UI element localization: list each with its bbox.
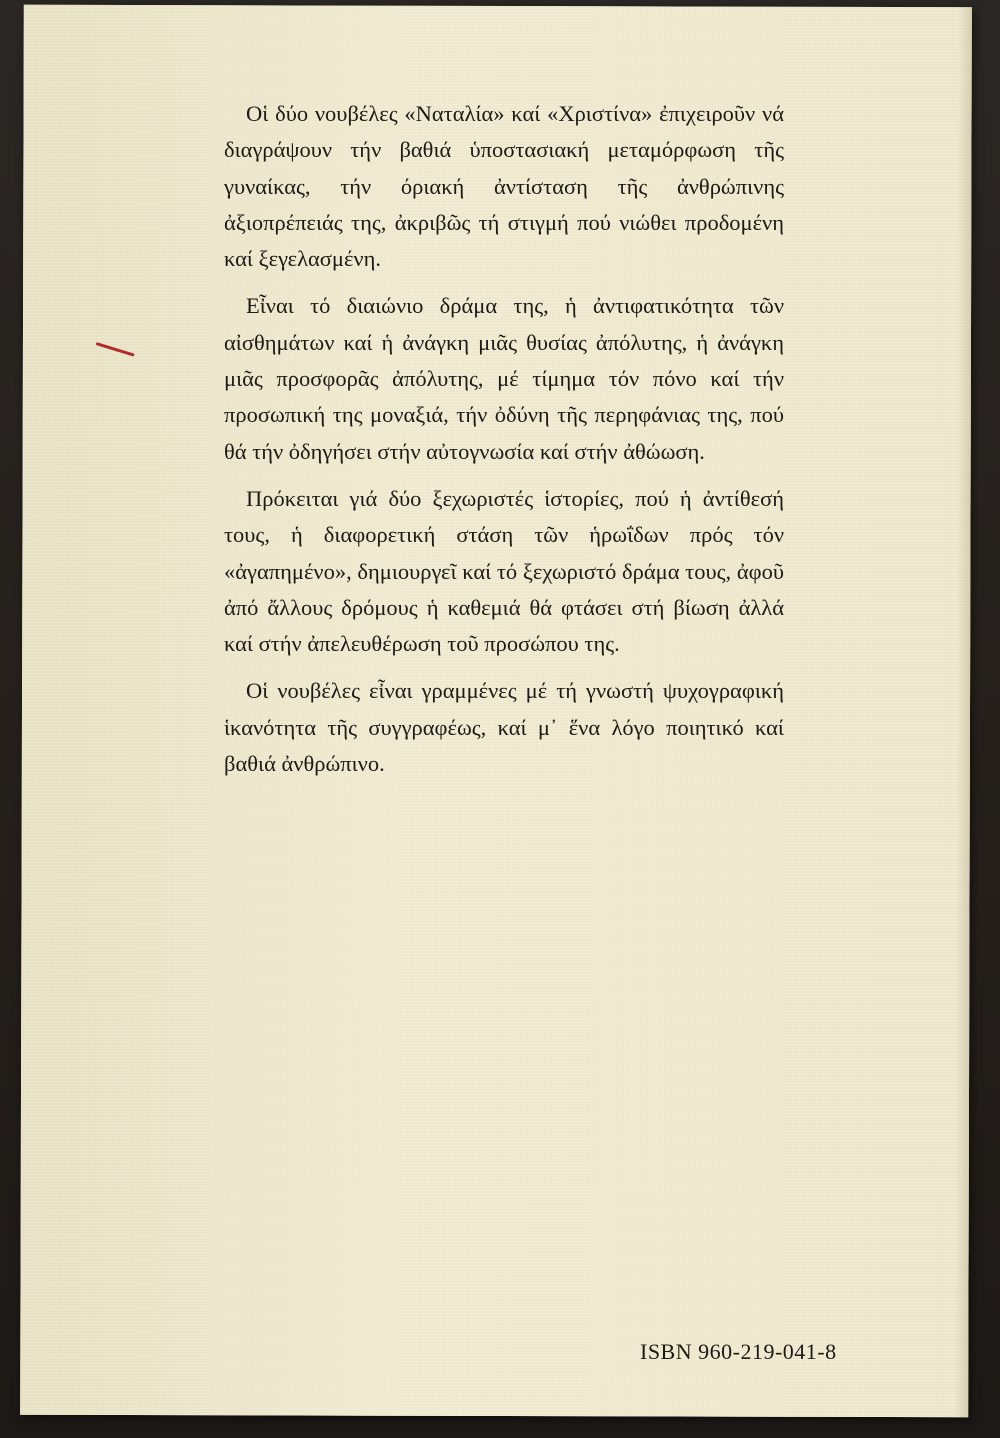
- blurb-paragraph-4: Οἱ νουβέλες εἶναι γραμμένες μέ τή γνωστή ψυχογραφική ἱκανότητα τῆς συγγραφέως, καί μ᾿ ἕνα λόγο ποιητικό καί βαθιά ἀνθρώπινο.: [224, 678, 784, 777]
- blurb-paragraph-2: Εἶναι τό διαιώνιο δράμα της, ἡ ἀντιφατικότητα τῶν αἰσθημάτων καί ἡ ἀνάγκη μιᾶς θυσίας ἀπόλυτης, ἡ ἀνάγκη μιᾶς προσφορᾶς ἀπόλυτης, μέ τίμημα τόν πόνο καί τήν προσωπική της μοναξιά, τήν ὀδύνη τῆς περηφάνιας της, πού θά τήν ὀδηγήσει στήν αὐτογνωσία καί στήν ἀθώωση.: [224, 293, 784, 464]
- blurb-paragraph-3: Πρόκειται γιά δύο ξεχωριστές ἱστορίες, πού ἡ ἀντίθεσή τους, ἡ διαφορετική στάση τῶν ἡρωΐδων πρός τόν «ἀγαπημένο», δημιουργεῖ καί τό ξεχωριστό δράμα τους, ἀφοῦ ἀπό ἄλλους δρόμους ἡ καθεμιά θά φτάσει στή βίωση ἀλλά καί στήν ἀπελευθέρωση τοῦ προσώπου της.: [224, 485, 784, 657]
- isbn-number: ISBN 960-219-041-8: [640, 1339, 837, 1364]
- blurb-text: [224, 96, 784, 793]
- blurb-paragraph-1: Οἱ δύο νουβέλες «Ναταλία» καί «Χριστίνα» ἐπιχειροῦν νά διαγράψουν τήν βαθιά ὑποστασιακή μεταμόρφωση τῆς γυναίκας, τήν όριακή ἀντίσταση τῆς ἀνθρώπινης ἀξιοπρέπειάς της, ἀκριβῶς τή στιγμή πού νιώθει προδομένη καί ξεγελασμένη.: [224, 101, 784, 272]
